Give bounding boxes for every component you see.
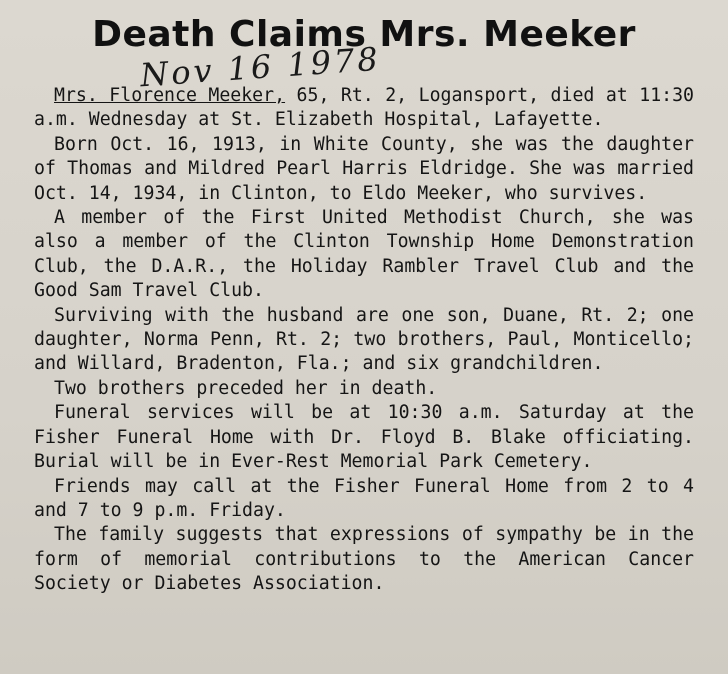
headline: Death Claims Mrs. Meeker (92, 14, 636, 55)
paragraph-visitation: Friends may call at the Fisher Funeral Home from 2 to 4 and 7 to 9 p.m. Friday. (34, 475, 694, 521)
paragraph-funeral: Funeral services will be at 10:30 a.m. Saturday at the Fisher Funeral Home with Dr. Floyd B. Blake officiating. Burial will be in Ever-Rest Memorial Park Cemetery. (34, 402, 694, 473)
paragraph-memorials: The family suggests that expressions of sympathy be in the form of memorial contributions to the American Cancer Society or Diabetes Association. (34, 524, 694, 595)
paragraph-death-notice (34, 84, 694, 133)
paragraph-preceded: Two brothers preceded her in death. (54, 377, 438, 399)
handwritten-date: Nov 16 1978 (138, 39, 382, 95)
paragraph-text: 65, Rt. 2, Logansport, died at 11:30 a.m. Wednesday at St. Elizabeth Hospital, Lafayette. (34, 85, 694, 131)
obituary-body (34, 84, 694, 597)
paragraph-birth: Born Oct. 16, 1913, in White County, she was the daughter of Thomas and Mildred Pearl Harris Eldridge. She was married Oct. 14, 1934, in Clinton, to Eldo Meeker, who survives. (34, 133, 694, 204)
paragraph-survivors: Surviving with the husband are one son, Duane, Rt. 2; one daughter, Norma Penn, Rt. 2; two brothers, Paul, Monticello; and Willard, Bradenton, Fla.; and six grandchildren. (34, 304, 694, 375)
deceased-name: Mrs. Florence Meeker, (54, 85, 286, 106)
paragraph-memberships: A member of the First United Methodist Church, she was also a member of the Clinton Township Home Demonstration Club, the D.A.R., the Holiday Rambler Travel Club and the Good Sam Travel Club. (34, 207, 694, 302)
